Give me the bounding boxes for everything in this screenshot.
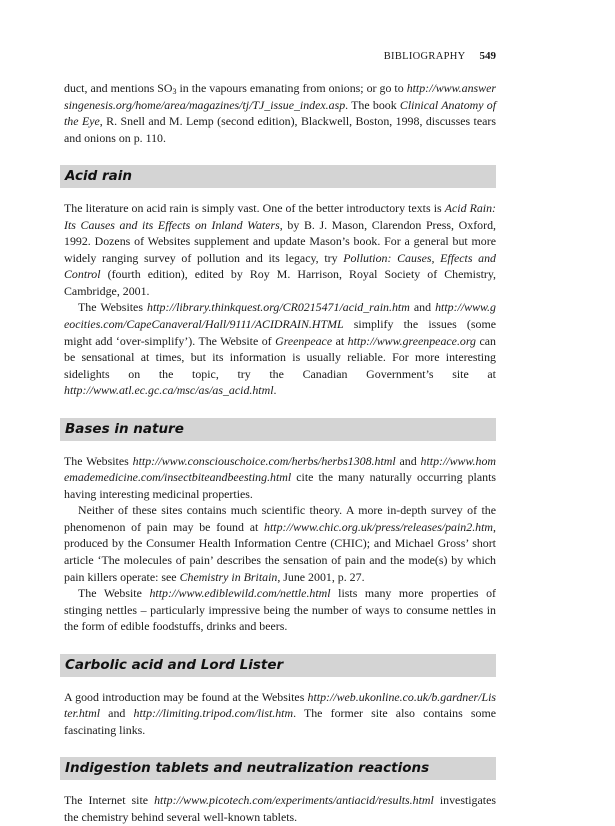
book-title: Pollution: Causes, Effects and Control bbox=[64, 250, 497, 282]
paragraph: The literature on acid rain is simply vast. One of the better introductory texts is Acid Rain: Its Causes and its Effects on Inland Waters, by B. J. Mason, Clarendon Press, Oxford, 1992. Dozens of Websites supplement and update Mason’s book. For a general but more widely ranging survey of pollution and its legacy, try Pollution: Causes, Effects and Control (fourth edition), edited by Roy M. Harrison, Royal Society of Chemistry, Cambridge, 2001. bbox=[64, 201, 497, 298]
running-title: BIBLIOGRAPHY bbox=[383, 51, 466, 62]
url-link[interactable]: http://www.ediblewild.com/nettle.html bbox=[149, 586, 331, 601]
url-link[interactable]: http://limiting.tripod.com/list.htm bbox=[133, 706, 294, 721]
url-link[interactable]: http://www.picotech.com/experiments/antiacid/results.html bbox=[154, 793, 434, 808]
url-link[interactable]: http://www.greenpeace.org bbox=[347, 333, 477, 348]
paragraph: The Websites http://library.thinkquest.org/CR0215471/acid_rain.htm and http://www.geocities.com/CapeCanaveral/Hall/9111/ACIDRAIN.HTML simplify the issues (some might add ‘over-simplify’). The Website of Greenpeace at http://www.greenpeace.org can be sensational at times, but its information is usually reliable. For more interesting sidelights on the topic, try the Canadian Government’s site at http://www.atl.ec.gc.ca/msc/as/as_acid.html. bbox=[64, 300, 496, 398]
url-link[interactable]: http://web.ukonline.co.uk/b.gardner/Lister.html bbox=[64, 689, 496, 721]
paragraph: A good introduction may be found at the Websites http://web.ukonline.co.uk/b.gardner/Lister.html and http://limiting.tripod.com/list.htm. The former site also contains some fascinating links. bbox=[64, 689, 496, 737]
paragraph: The Website http://www.ediblewild.com/nettle.html lists many more properties of stinging nettles – particularly impressive being the number of ways to consume nettles in the form of edible foodstuffs, drinks and beers. bbox=[64, 586, 496, 634]
url-link[interactable]: http://www.chic.org.uk/press/releases/pain2.htm bbox=[264, 519, 494, 534]
running-header bbox=[64, 50, 496, 62]
page-body bbox=[64, 80, 496, 826]
book-title: Acid Rain: Its Causes and its Effects on Inland Waters bbox=[64, 201, 497, 232]
section-heading-indigestion-tablets: Indigestion tablets and neutralization reactions bbox=[60, 757, 496, 780]
url-link[interactable]: http://www.atl.ec.gc.ca/msc/as/as_acid.html bbox=[64, 383, 274, 398]
page-number: 549 bbox=[479, 50, 496, 62]
section-heading-bases-in-nature: Bases in nature bbox=[60, 418, 496, 441]
book-title: Clinical Anatomy of the Eye bbox=[64, 97, 496, 129]
section-heading-carbolic-acid: Carbolic acid and Lord Lister bbox=[60, 654, 496, 677]
url-link[interactable]: http://www.homemademedicine.com/insectbiteandbeesting.html bbox=[64, 453, 496, 485]
publication-name: Chemistry in Britain bbox=[179, 569, 278, 584]
url-link[interactable]: http://www.answersingenesis.org/home/area/magazines/tj/TJ_issue_index.asp bbox=[64, 81, 496, 112]
url-link[interactable]: http://www.geocities.com/CapeCanaveral/Hall/9111/ACIDRAIN.HTML bbox=[64, 300, 496, 332]
publication-name: Greenpeace bbox=[275, 333, 333, 348]
intro-paragraph: duct, and mentions $SO_3$ in the vapours emanating from onions; or go to http://www.answersingenesis.org/home/area/magazines/tj/TJ_issue_index.asp. The book Clinical Anatomy of the Eye, R. Snell and M. Lemp (second edition), Blackwell, Boston, 1998, discusses tears and onions on p. 110. bbox=[64, 81, 496, 145]
url-link[interactable]: http://www.consciouschoice.com/herbs/herbs1308.html bbox=[132, 453, 396, 468]
paragraph: The Internet site http://www.picotech.com/experiments/antiacid/results.html investigates the chemistry behind several well-known tablets. bbox=[64, 793, 496, 824]
paragraph: The Websites http://www.consciouschoice.com/herbs/herbs1308.html and http://www.homemademedicine.com/insectbiteandbeesting.html cite the many naturally occurring plants having interesting medicinal properties. bbox=[64, 453, 496, 501]
url-link[interactable]: http://library.thinkquest.org/CR0215471/acid_rain.htm bbox=[147, 300, 410, 315]
paragraph: Neither of these sites contains much scientific theory. A more in-depth survey of the phenomenon of pain may be found at http://www.chic.org.uk/press/releases/pain2.htm, produced by the Consumer Health Information Centre (CHIC); and Michael Gross’ short article ‘The molecules of pain’ describes the sensation of pain and the mode(s) by which pain killers operate: see Chemistry in Britain, June 2001, p. 27. bbox=[64, 503, 496, 584]
section-heading-acid-rain: Acid rain bbox=[60, 165, 496, 188]
